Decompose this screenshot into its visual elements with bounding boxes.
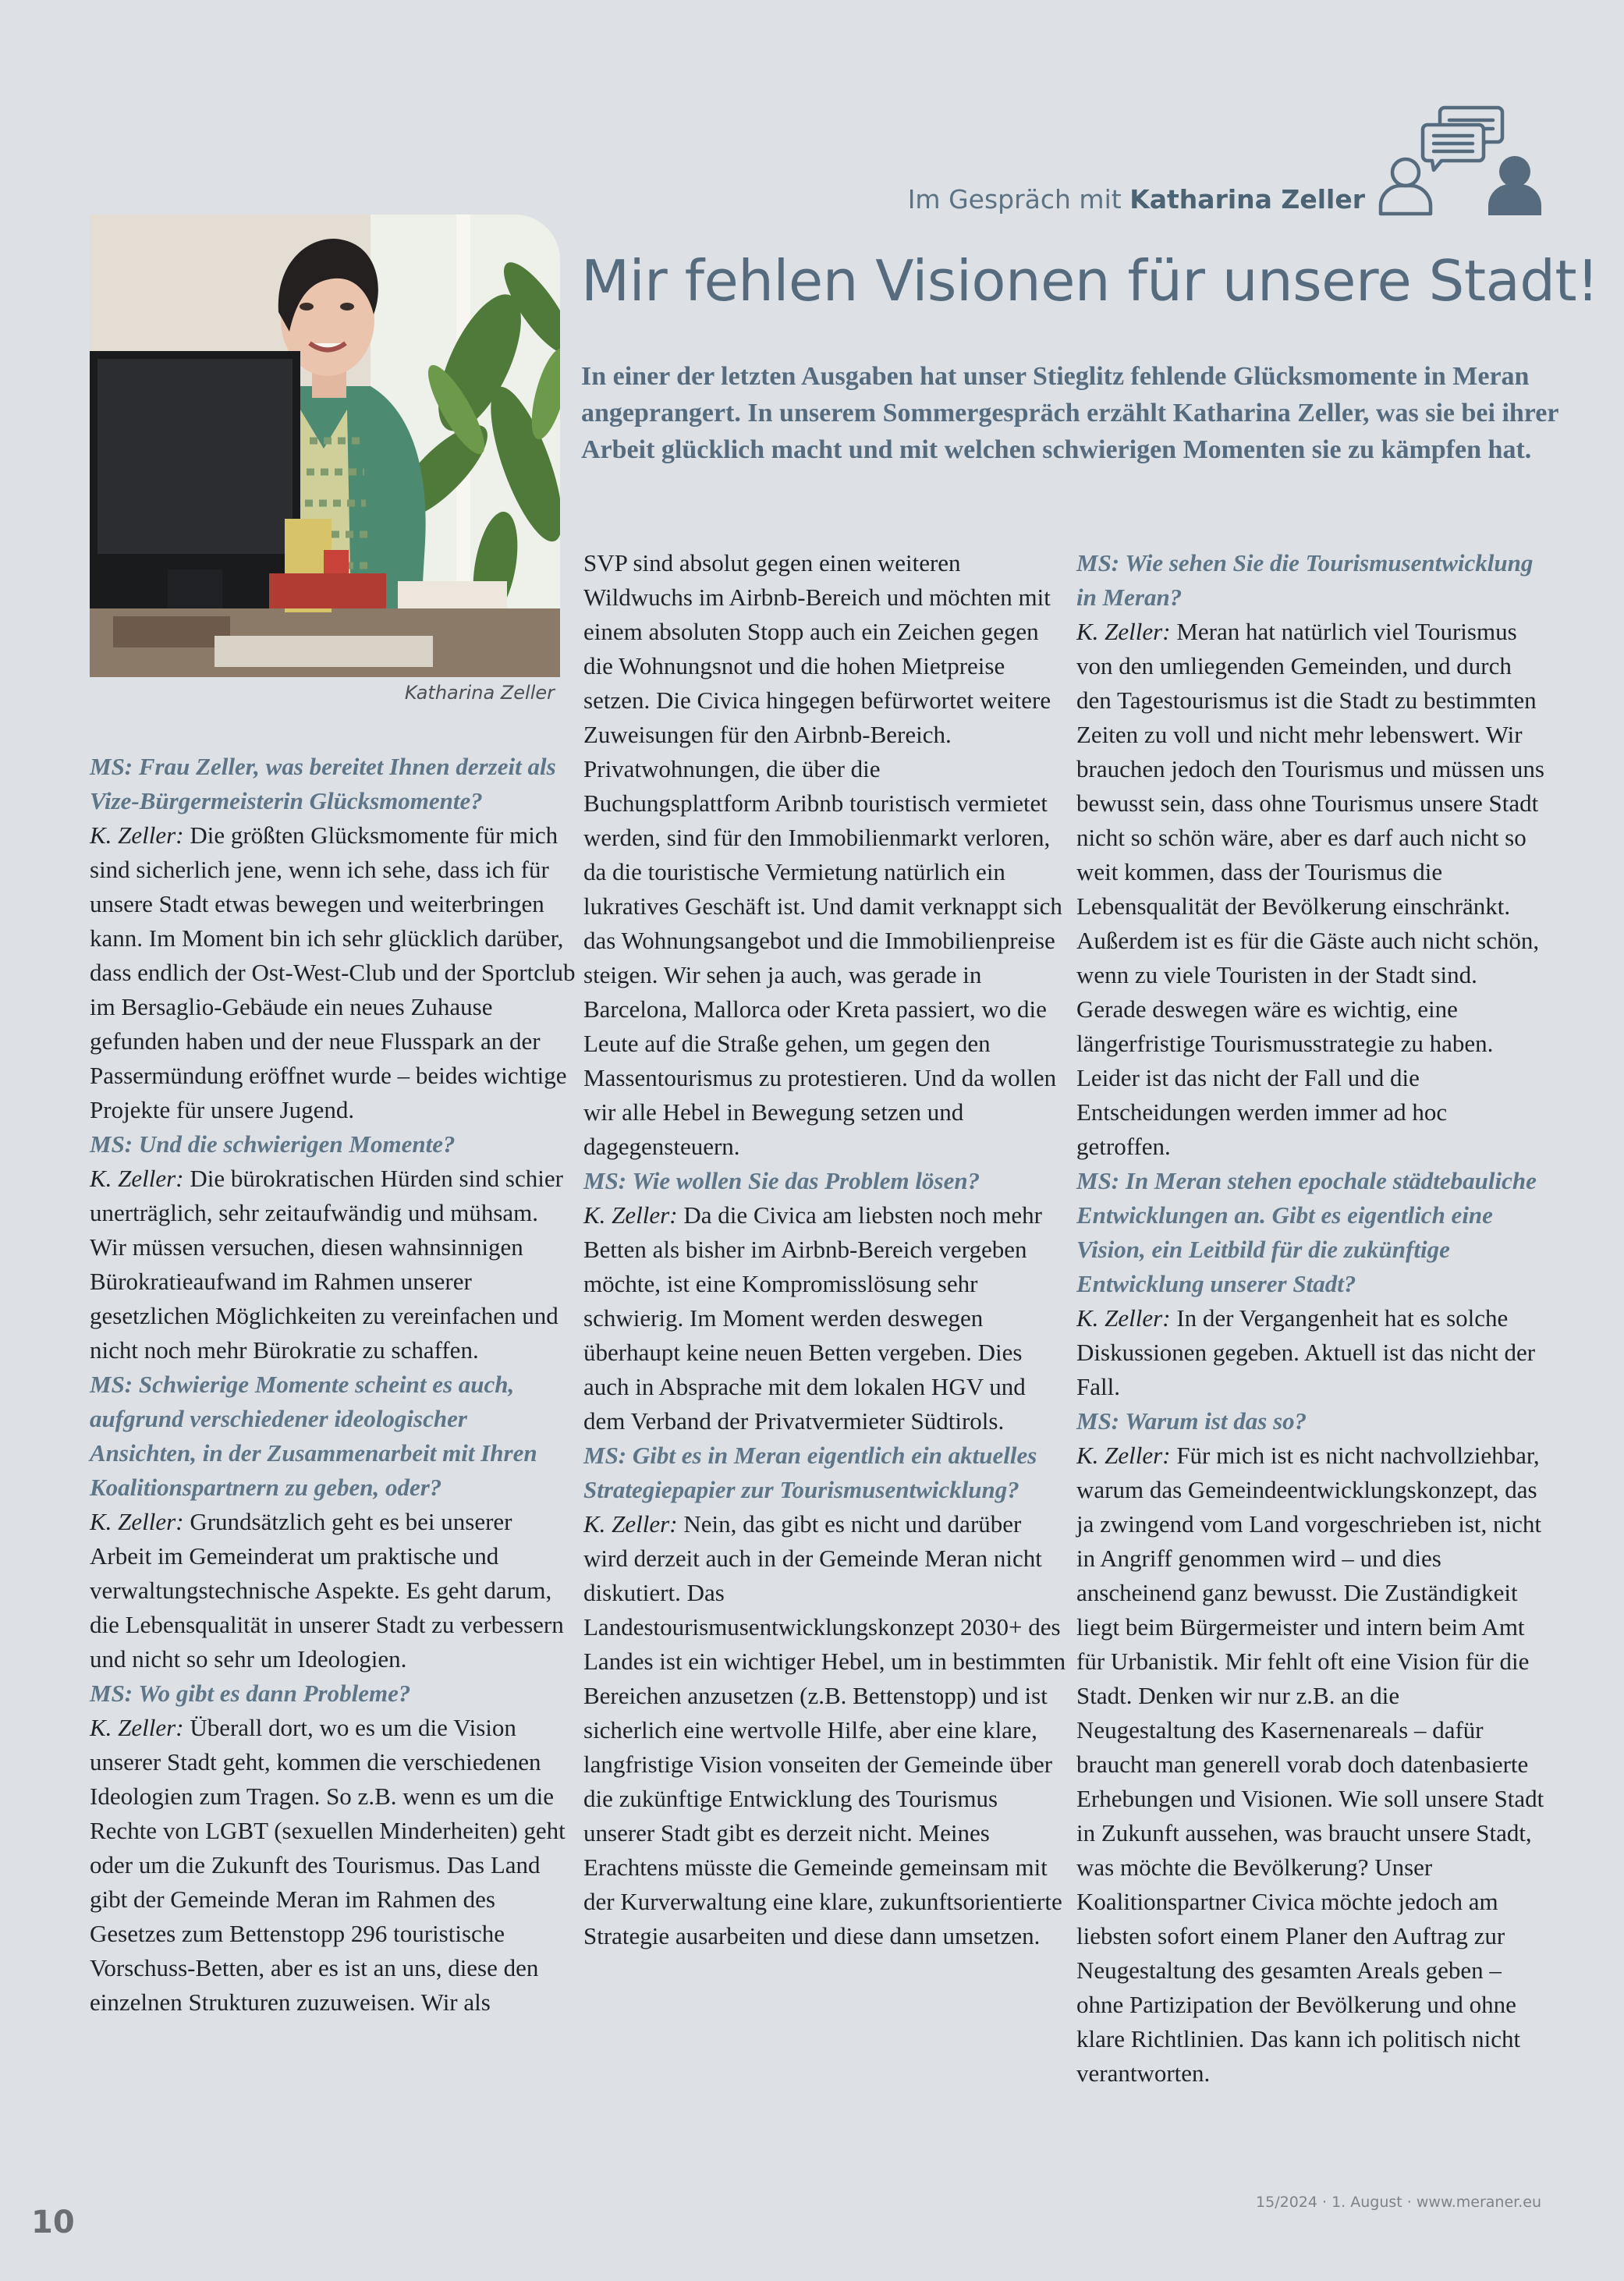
speaker-label: K. Zeller: <box>1076 1304 1171 1332</box>
interview-question: MS: Und die schwierigen Momente? <box>90 1130 456 1158</box>
issue-info: 15/2024 · 1. August · www.meraner.eu <box>1256 2194 1541 2211</box>
answer-text: Meran hat natürlich viel Tourismus von den umliegenden Gemeinden, und durch den Tagestourismus ist die Stadt zu bestimmten Zeiten zu voll und nicht mehr lebenswert. Wir brauchen jedoch den Tourismus und müssen uns bewusst sein, dass ohne Tourismus unsere Stadt nicht so schön wäre, aber es darf auch nicht so weit kommen, dass der Tourismus die Lebensqualität der Bevölkerung einschränkt. Außerdem ist es für die Gäste auch nicht schön, wenn zu viele Touristen in der Stadt sind. Gerade deswegen wäre es wichtig, eine längerfristige Tourismusstrategie zu haben. Leider ist das nicht der Fall und die Entscheidungen werden immer ad hoc getroffen. <box>1076 618 1544 1160</box>
interview-answer <box>1076 1438 1544 2091</box>
answer-text: Überall dort, wo es um die Vision unserer Stadt geht, kommen die verschiedenen Ideologien zum Tragen. So z.B. wenn es um die Rechte von LGBT (sexuellen Minderheiten) geht oder um die Zukunft des Tourismus. Das Land gibt der Gemeinde Meran im Rahmen des Gesetzes zum Bettenstopp 296 touristische Vorschuss-Betten, aber es ist an uns, diese den einzelnen Strukturen zuzuweisen. Wir als <box>90 1714 566 2016</box>
answer-text: Grundsätzlich geht es bei unserer Arbeit im Gemeinderat um praktische und verwaltungstechnische Aspekte. Es geht darum, die Lebensqualität in unserer Stadt zu verbessern und nicht so sehr um Ideologien. <box>90 1508 564 1673</box>
answer-text: Für mich ist es nicht nachvollziehbar, warum das Gemeindeentwicklungskonzept, das ja zwingend vom Land vorgeschrieben ist, nicht in Angriff genommen wird – und dies anscheinend ganz bewusst. Die Zuständigkeit liegt beim Bürgermeister und intern beim Amt für Urbanistik. Mir fehlt oft eine Vision für die Stadt. Denken wir nur z.B. an die Neugestaltung des Kasernenareals – dafür braucht man generell vorab doch datenbasierte Erhebungen und Visionen. Wie soll unsere Stadt in Zukunft aussehen, was braucht unsere Stadt, was möchte die Bevölkerung? Unser Koalitionspartner Civica möchte jedoch am liebsten sofort einem Planer den Auftrag zur Neugestaltung des gesamten Areals geben – ohne Partizipation der Bevölkerung und ohne klare Richtlinien. Das kann ich politisch nicht verantworten. <box>1076 1442 1544 2087</box>
kicker-prefix: Im Gespräch mit <box>907 184 1122 215</box>
kicker-name: Katharina Zeller <box>1129 184 1365 215</box>
interview-answer <box>90 1711 577 2020</box>
article-column-3 <box>1076 546 1544 2091</box>
interview-answer <box>1076 1301 1544 1404</box>
interview-answer <box>90 818 577 1127</box>
speaker-label: K. Zeller: <box>90 821 184 849</box>
interview-answer <box>583 1507 1071 1953</box>
interview-question: MS: Wo gibt es dann Probleme? <box>90 1680 411 1707</box>
article-column-2 <box>583 546 1071 1953</box>
article-headline: Mir fehlen Visionen für unsere Stadt! <box>581 248 1599 314</box>
page-number: 10 <box>31 2205 75 2240</box>
speaker-label: K. Zeller: <box>1076 1442 1171 1469</box>
speaker-label: K. Zeller: <box>90 1714 184 1741</box>
speaker-label: K. Zeller: <box>583 1201 678 1229</box>
interview-question: MS: Wie wollen Sie das Problem lösen? <box>583 1167 980 1194</box>
interview-question: MS: Gibt es in Meran eigentlich ein aktuelles Strategiepapier zur Tourismusentwicklung? <box>583 1442 1037 1503</box>
interview-answer <box>583 1198 1071 1438</box>
interview-question: MS: Frau Zeller, was bereitet Ihnen derzeit als Vize-Bürgermeisterin Glücksmomente? <box>90 753 556 814</box>
answer-text: In der Vergangenheit hat es solche Diskussionen gegeben. Aktuell ist das nicht der Fall. <box>1076 1304 1536 1400</box>
answer-text: Nein, das gibt es nicht und darüber wird derzeit auch in der Gemeinde Meran nicht diskutiert. Das Landestourismusentwicklungskonzept 2030+ des Landes ist ein wichtiger Hebel, um in bestimmten Bereichen anzusetzen (z.B. Bettenstopp) und ist sicherlich eine wertvolle Hilfe, aber eine klare, langfristige Vision vonseiten der Gemeinde über die zukünftige Entwicklung des Tourismus unserer Stadt gibt es derzeit nicht. Meines Erachtens müsste die Gemeinde gemeinsam mit der Kurverwaltung eine klare, zukunftsorientierte Strategie ausarbeiten und diese dann umsetzen. <box>583 1510 1066 1949</box>
article-column-1 <box>90 750 577 2020</box>
interview-question: MS: Wie sehen Sie die Tourismusentwicklung in Meran? <box>1076 549 1534 611</box>
interview-question: MS: Schwierige Momente scheint es auch, aufgrund verschiedener ideologischer Ansichten, in der Zusammenarbeit mit Ihren Koalitionspartnern zu geben, oder? <box>90 1371 537 1501</box>
interview-answer <box>1076 615 1544 1164</box>
speaker-label: K. Zeller: <box>583 1510 678 1538</box>
photo-caption: Katharina Zeller <box>404 682 555 704</box>
speaker-label: K. Zeller: <box>1076 618 1171 645</box>
interview-kicker <box>905 184 1365 215</box>
speaker-label: K. Zeller: <box>90 1165 184 1192</box>
answer-continuation: SVP sind absolut gegen einen weiteren Wildwuchs im Airbnb-Bereich und möchten mit einem absoluten Stopp auch ein Zeichen gegen die Wohnungsnot und die hohen Mietpreise setzen. Die Civica hingegen befürwortet weitere Zuweisungen für den Airbnb-Bereich. Privatwohnungen, die über die Buchungsplattform Aribnb touristisch vermietet werden, sind für den Immobilienmarkt verloren, da die touristische Vermietung natürlich ein lukratives Geschäft ist. Und damit verknappt sich das Wohnungsangebot und die Immobilienpreise steigen. Wir sehen ja auch, was gerade in Barcelona, Mallorca oder Kreta passiert, wo die Leute auf die Straße gehen, um gegen den Massentourismus zu protestieren. Und da wollen wir alle Hebel in Bewegung setzen und dagegensteuern. <box>583 549 1062 1160</box>
chat-people-icon <box>1376 100 1544 218</box>
interview-answer <box>90 1162 577 1368</box>
answer-text: Die größten Glücksmomente für mich sind sicherlich jene, wenn ich sehe, dass ich für unsere Stadt etwas bewegen und weiterbringen kann. Im Moment bin ich sehr glücklich darüber, dass endlich der Ost-West-Club und der Sportclub im Bersaglio-Gebäude ein neues Zuhause gefunden haben und der neue Flusspark an der Passermündung eröffnet wurde – beides wichtige Projekte für unsere Jugend. <box>90 821 576 1123</box>
speaker-label: K. Zeller: <box>90 1508 184 1535</box>
answer-text: Da die Civica am liebsten noch mehr Betten als bisher im Airbnb-Bereich vergeben möchte, ist eine Kompromisslösung sehr schwierig. Im Moment werden deswegen überhaupt keine neuen Betten vergeben. Dies auch in Absprache mit dem lokalen HGV und dem Verband der Privatvermieter Südtirols. <box>583 1201 1042 1435</box>
article-lead: In einer der letzten Ausgaben hat unser Stieglitz fehlende Glücksmomente in Meran angeprangert. In unserem Sommergespräch erzählt Katharina Zeller, was sie bei ihrer Arbeit glücklich macht und mit welchen schwierigen Momenten sie zu kämpfen hat. <box>581 362 1558 464</box>
interview-question: MS: In Meran stehen epochale städtebauliche Entwicklungen an. Gibt es eigentlich eine Vision, ein Leitbild für die zukünftige Entwicklung unserer Stadt? <box>1076 1167 1537 1297</box>
portrait-photo <box>90 215 560 677</box>
answer-text: Die bürokratischen Hürden sind schier unerträglich, sehr zeitaufwändig und mühsam. Wir müssen versuchen, diesen wahnsinnigen Bürokratieaufwand im Rahmen unserer gesetzlichen Möglichkeiten zu vereinfachen und nicht noch mehr Bürokratie zu schaffen. <box>90 1165 563 1364</box>
interview-question: MS: Warum ist das so? <box>1076 1407 1307 1435</box>
interview-answer <box>90 1505 577 1676</box>
